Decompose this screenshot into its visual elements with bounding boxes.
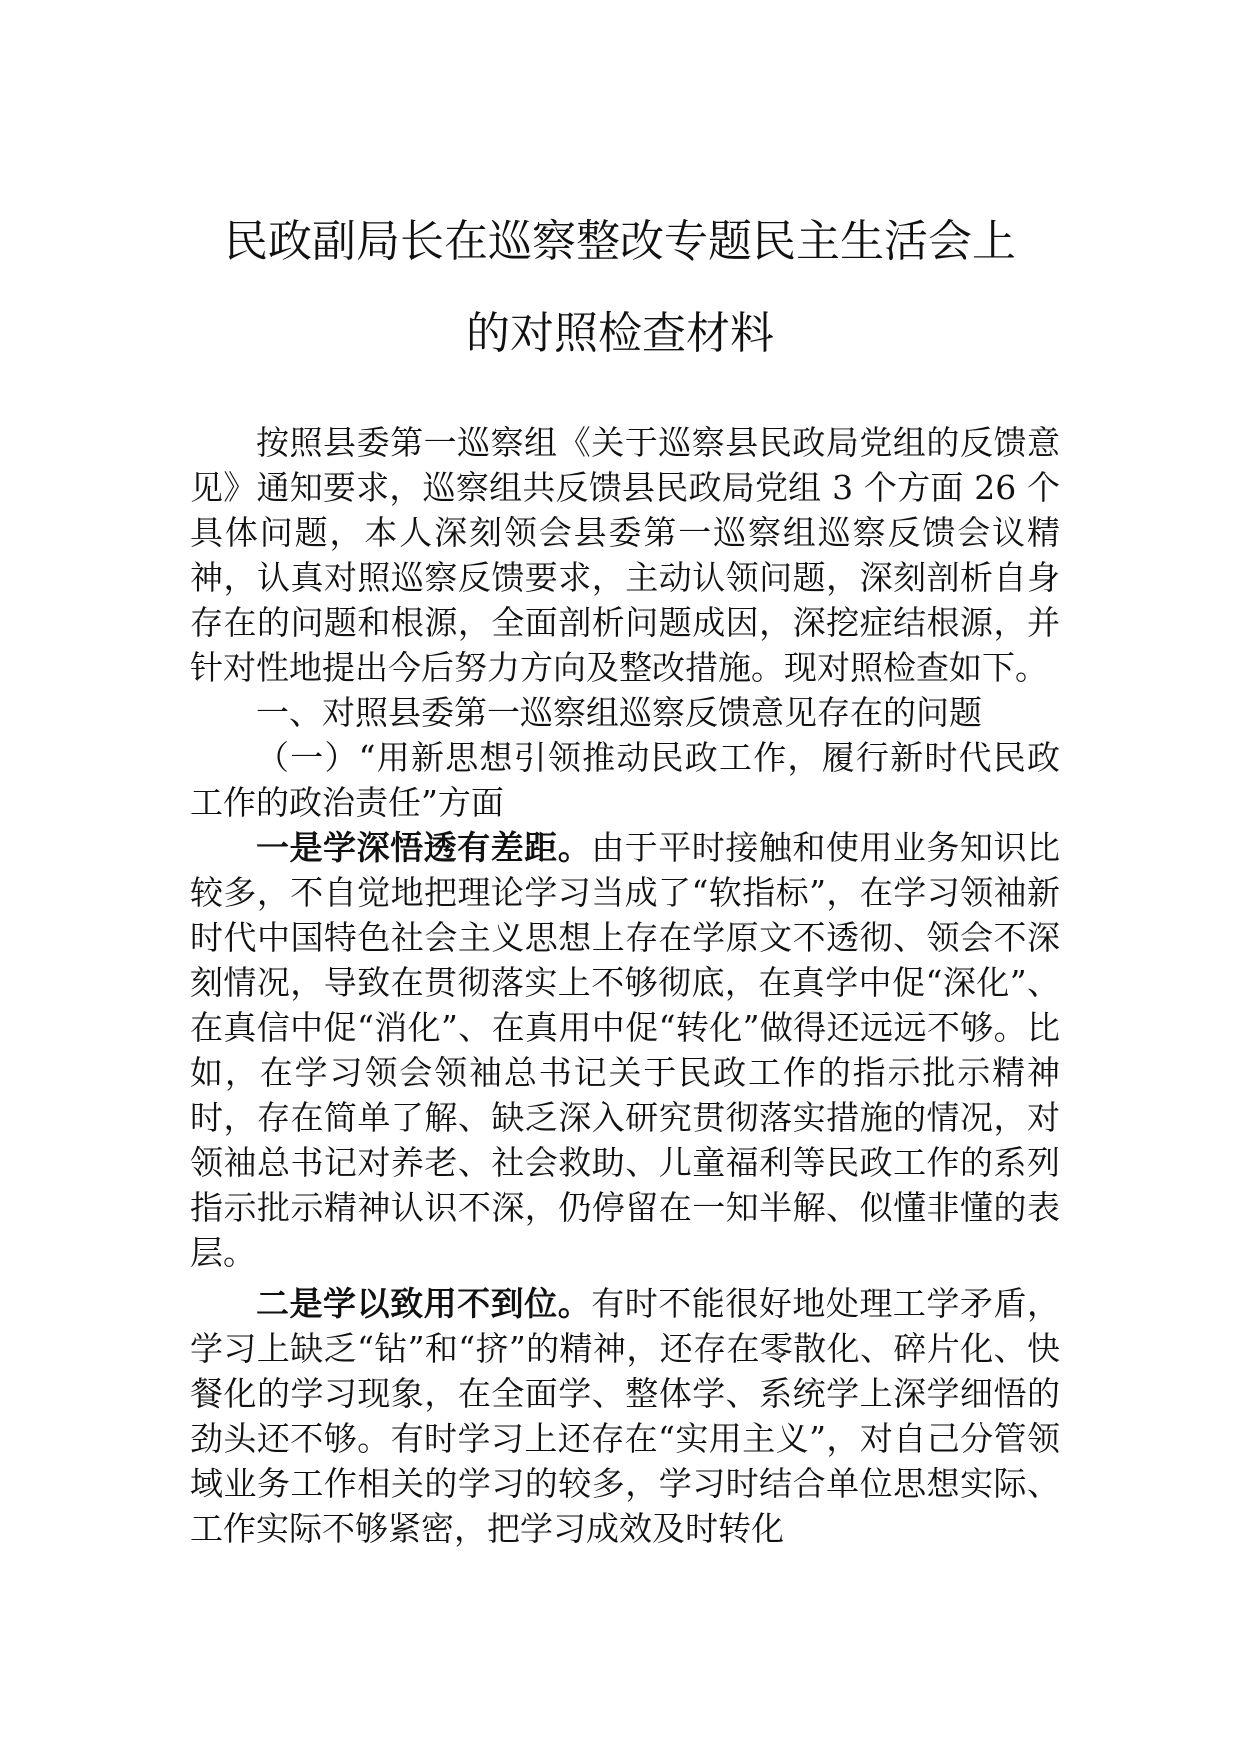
point-two-lead: 二是学以致用不到位。 bbox=[256, 1284, 592, 1323]
document-body bbox=[190, 420, 1060, 1551]
document-title-line-1: 民政副局长在巡察整改专题民主生活会上 bbox=[224, 216, 1016, 267]
point-one-lead: 一是学深悟透有差距。 bbox=[256, 828, 592, 867]
point-one-paragraph bbox=[190, 825, 1060, 1275]
point-one-text: 由于平时接触和使用业务知识比较多，不自觉地把理论学习当成了“软指标”，在学习领袖新时代中国特色社会主义思想上存在学原文不透彻、领会不深刻情况，导致在贯彻落实上不够彻底，在真学中促“深化”、在真信中促“消化”、在真用中促“转化”做得还远远不够。比如，在学习领会领袖总书记关于民政工作的指示批示精神时，存在简单了解、缺乏深入研究贯彻落实措施的情况，对领袖总书记对养老、社会救助、儿童福利等民政工作的系列指示批示精神认识不深，仍停留在一知半解、似懂非懂的表层。 bbox=[190, 828, 1061, 1272]
point-two-text: 有时不能很好地处理工学矛盾，学习上缺乏“钻”和“挤”的精神，还存在零散化、碎片化、快餐化的学习现象，在全面学、整体学、系统学上深学细悟的劲头还不够。有时学习上还存在“实用主义”，对自己分管领域业务工作相关的学习的较多，学习时结合单位思想实际、工作实际不够紧密，把学习成效及时转化 bbox=[190, 1284, 1061, 1548]
section-heading: 一、对照县委第一巡察组巡察反馈意见存在的问题 bbox=[256, 693, 982, 732]
intro-paragraph: 按照县委第一巡察组《关于巡察县民政局党组的反馈意见》通知要求，巡察组共反馈县民政局党组 3 个方面 26 个具体问题，本人深刻领会县委第一巡察组巡察反馈会议精神，认真对照巡察反馈要求，主动认领问题，深刻剖析自身存在的问题和根源，全面剖析问题成因，深挖症结根源，并针对性地提出今后努力方向及整改措施。现对照检查如下。 bbox=[190, 423, 1060, 687]
point-two-paragraph bbox=[190, 1281, 1060, 1551]
subsection-heading: （一）“用新思想引领推动民政工作，履行新时代民政工作的政治责任”方面 bbox=[190, 738, 1060, 822]
document-title-line-2: 的对照检查材料 bbox=[466, 308, 774, 359]
